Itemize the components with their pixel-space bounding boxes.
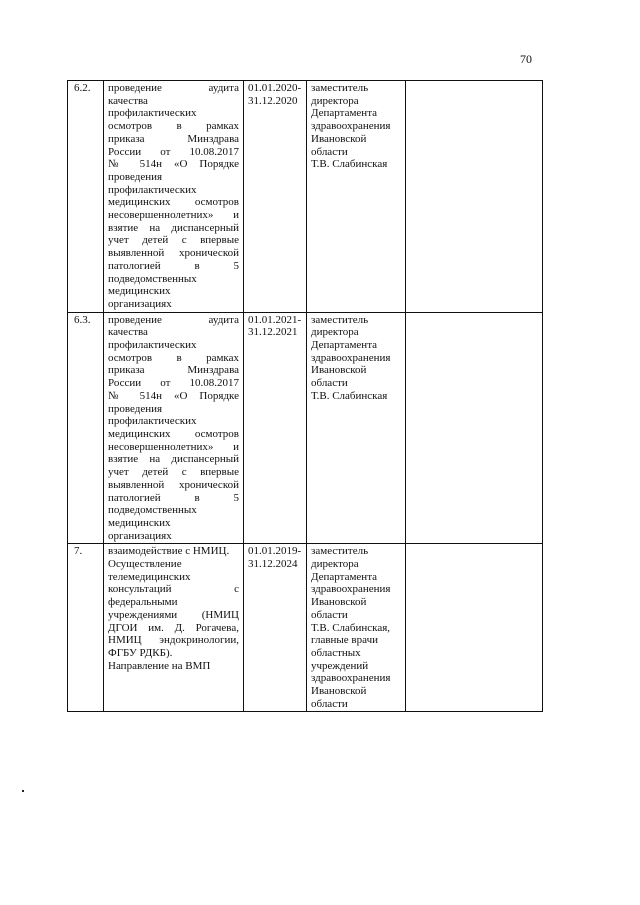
responsible-line: области <box>311 377 348 390</box>
responsible-line: здравоохранения <box>311 583 391 596</box>
responsible-line: учреждений <box>311 659 369 672</box>
action-cell <box>104 81 244 313</box>
row-number: 6.2. <box>68 81 104 313</box>
action-line: организациях <box>108 529 172 542</box>
responsible-line: Ивановской <box>311 132 367 145</box>
table-row <box>68 81 543 313</box>
action-cell <box>104 312 244 544</box>
action-line: медицинских осмотров <box>108 427 239 440</box>
responsible-line: главные врачи <box>311 634 378 647</box>
responsible-line: заместитель <box>311 82 369 94</box>
action-line: несовершеннолетних» и <box>108 209 239 222</box>
action-line: выявленной хронической <box>108 478 239 491</box>
action-line: патологией в 5 <box>108 259 239 272</box>
responsible-line: Ивановской <box>311 596 367 609</box>
action-line: медицинских <box>108 285 171 298</box>
action-line: учет детей с впервые <box>108 234 239 247</box>
action-line: проведения <box>108 170 163 183</box>
action-line: Осуществление <box>108 558 182 571</box>
action-line: приказа Минздрава <box>108 364 239 377</box>
table-row <box>68 544 543 712</box>
table-row <box>68 312 543 544</box>
term-line: 01.01.2021- <box>248 313 302 326</box>
row-number: 7. <box>68 544 104 712</box>
term-line: 31.12.2021 <box>248 326 298 339</box>
action-cell <box>104 544 244 712</box>
action-line: качества <box>108 326 148 339</box>
responsible-line: Ивановской <box>311 364 367 377</box>
action-line: взятие на диспансерный <box>108 453 239 466</box>
term-cell <box>244 312 307 544</box>
responsible-line: здравоохранения <box>311 351 391 364</box>
term-line: 31.12.2020 <box>248 94 298 107</box>
responsible-cell <box>307 544 406 712</box>
responsible-line: здравоохранения <box>311 672 391 685</box>
action-line: патологией в 5 <box>108 491 239 504</box>
action-line: учреждениями (НМИЦ <box>108 608 239 621</box>
term-cell <box>244 81 307 313</box>
action-line: России от 10.08.2017 <box>108 145 239 158</box>
responsible-line: Т.В. Слабинская, <box>311 621 391 634</box>
action-line: медицинских осмотров <box>108 196 239 209</box>
action-line: качества <box>108 94 148 107</box>
responsible-line: области <box>311 145 348 158</box>
responsible-line: Департамента <box>311 339 378 352</box>
action-line: проведение аудита <box>108 313 239 326</box>
action-line: ДГОИ им. Д. Рогачева, <box>108 621 239 634</box>
term-cell <box>244 544 307 712</box>
responsible-line: Департамента <box>311 107 378 120</box>
action-line: подведомственных <box>108 272 197 285</box>
action-line: профилактических <box>108 339 197 352</box>
responsible-line: Департамента <box>311 570 378 583</box>
action-line: профилактических <box>108 183 197 196</box>
action-line: осмотров в рамках <box>108 120 239 133</box>
empty-cell <box>406 544 543 712</box>
responsible-line: заместитель <box>311 545 369 558</box>
action-line: взаимодействие с НМИЦ. <box>108 545 230 558</box>
action-line: консультаций с <box>108 583 239 596</box>
responsible-line: Ивановской <box>311 685 367 698</box>
action-line: подведомственных <box>108 504 197 517</box>
responsible-line: директора <box>311 94 359 107</box>
responsible-line: областных <box>311 646 361 659</box>
responsible-line: здравоохранения <box>311 120 391 133</box>
action-line: профилактических <box>108 107 197 120</box>
responsible-line: области <box>311 608 348 621</box>
row-number: 6.3. <box>68 312 104 544</box>
scan-dot <box>22 790 24 792</box>
action-line: проведение аудита <box>108 82 239 94</box>
action-line: России от 10.08.2017 <box>108 377 239 390</box>
responsible-cell <box>307 81 406 313</box>
responsible-line: Т.В. Слабинская <box>311 389 388 402</box>
term-line: 01.01.2020- <box>248 82 302 94</box>
action-line: выявленной хронической <box>108 247 239 260</box>
action-line: профилактических <box>108 415 197 428</box>
action-line: взятие на диспансерный <box>108 221 239 234</box>
action-line: № 514н «О Порядке <box>108 389 239 402</box>
action-line: ФГБУ РДКБ). <box>108 646 173 659</box>
term-line: 01.01.2019- <box>248 545 302 558</box>
empty-cell <box>406 312 543 544</box>
action-line: НМИЦ эндокринологии, <box>108 634 239 647</box>
activity-table <box>67 80 543 712</box>
action-line: медицинских <box>108 516 171 529</box>
empty-cell <box>406 81 543 313</box>
responsible-cell <box>307 312 406 544</box>
action-line: учет детей с впервые <box>108 466 239 479</box>
action-line: проведения <box>108 402 163 415</box>
responsible-line: Т.В. Слабинская <box>311 158 388 171</box>
action-line: телемедицинских <box>108 570 191 583</box>
action-line: приказа Минздрава <box>108 132 239 145</box>
action-line: осмотров в рамках <box>108 351 239 364</box>
responsible-line: директора <box>311 326 359 339</box>
action-line: организациях <box>108 297 172 310</box>
term-line: 31.12.2024 <box>248 558 298 571</box>
action-line: федеральными <box>108 596 178 609</box>
action-line: Направление на ВМП <box>108 659 211 672</box>
responsible-line: заместитель <box>311 313 369 326</box>
responsible-line: области <box>311 697 348 710</box>
page-number: 70 <box>520 52 532 66</box>
responsible-line: директора <box>311 558 359 571</box>
action-line: № 514н «О Порядке <box>108 158 239 171</box>
action-line: несовершеннолетних» и <box>108 440 239 453</box>
